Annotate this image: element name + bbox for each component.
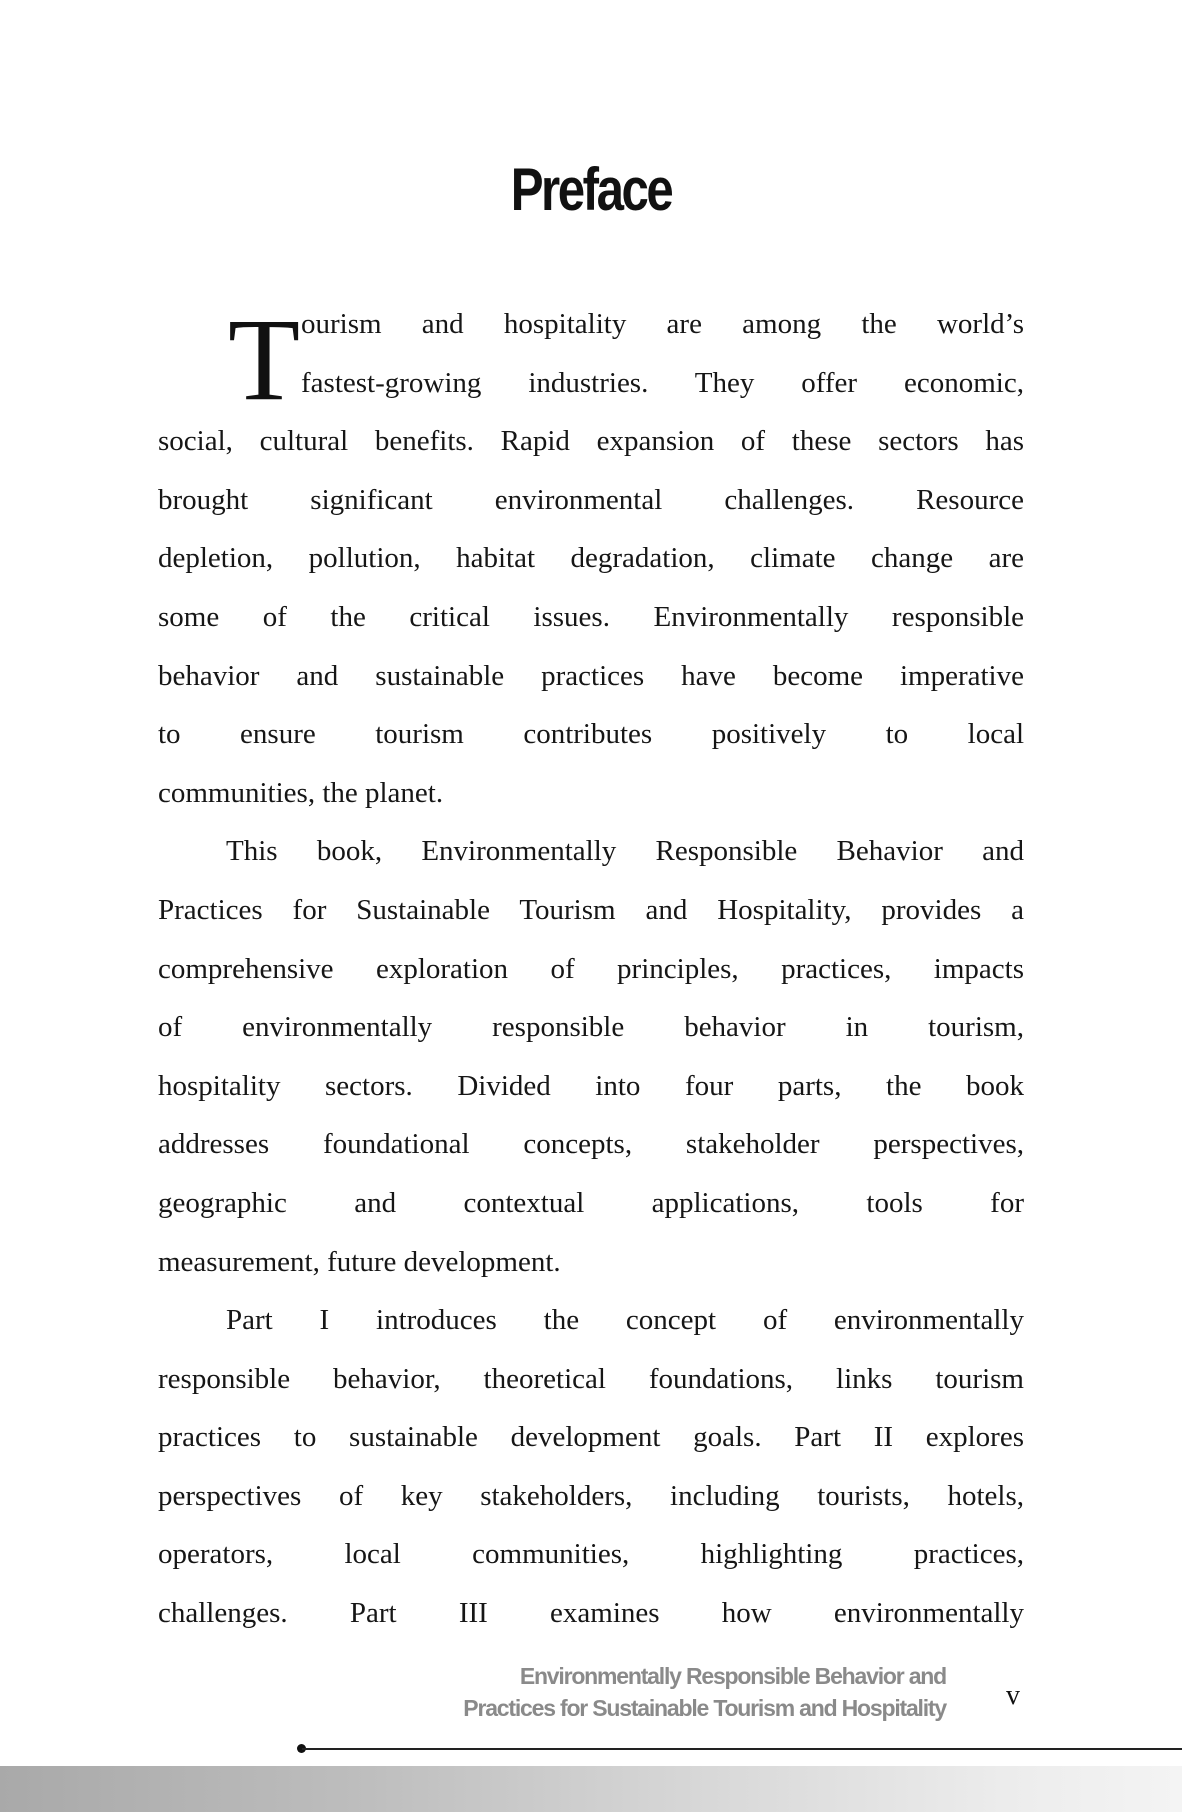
text-line: This book, Environmentally Responsible Behavior and — [226, 835, 1024, 868]
text-line: practices to sustainable development goals. Part II explores — [158, 1421, 1024, 1454]
running-title-line-2: Practices for Sustainable Tourism and Hospitality — [463, 1695, 946, 1721]
paragraph-3 — [158, 1291, 1024, 1643]
text-line: responsible behavior, theoretical foundations, links tourism — [158, 1362, 1024, 1395]
text-line: measurement, future development. — [158, 1245, 561, 1278]
text-line: Practices for Sustainable Tourism and Hospitality, provides a — [158, 893, 1024, 926]
text-line: perspectives of key stakeholders, including tourists, hotels, — [158, 1479, 1024, 1512]
bottom-gradient-band — [0, 1766, 1182, 1812]
text-line: of environmentally responsible behavior in tourism, — [158, 1011, 1024, 1044]
text-line: geographic and contextual applications, tools for — [158, 1186, 1024, 1219]
text-line: communities, the planet. — [158, 776, 444, 809]
text-line: some of the critical issues. Environmentally responsible — [158, 600, 1024, 633]
text-line: hospitality sectors. Divided into four parts, the book — [158, 1069, 1024, 1102]
page-title: Preface — [510, 156, 672, 223]
paragraph-2 — [158, 822, 1024, 1291]
text-line: Part I introduces the concept of environmentally — [226, 1304, 1024, 1337]
text-line: operators, local communities, highlighting practices, — [158, 1538, 1024, 1571]
text-line: depletion, pollution, habitat degradation, climate change are — [158, 542, 1024, 575]
text-line: fastest-growing industries. They offer economic, — [301, 366, 1024, 399]
footer-rule — [302, 1748, 1182, 1750]
text-line: brought significant environmental challenges. Resource — [158, 483, 1024, 516]
text-line: social, cultural benefits. Rapid expansion of these sectors has — [158, 425, 1024, 458]
paragraph-1 — [158, 295, 1024, 822]
text-line: challenges. Part III examines how environmentally — [158, 1597, 1024, 1630]
text-line: comprehensive exploration of principles, practices, impacts — [158, 952, 1024, 985]
text-line: ourism and hospitality are among the world’s — [301, 308, 1024, 340]
body-text — [158, 295, 1024, 1643]
running-title-line-1: Environmentally Responsible Behavior and — [519, 1663, 946, 1689]
text-line: to ensure tourism contributes positively to local — [158, 718, 1024, 751]
text-line: addresses foundational concepts, stakeholder perspectives, — [158, 1128, 1024, 1161]
running-footer-title — [463, 1660, 946, 1724]
text-line: behavior and sustainable practices have become imperative — [158, 659, 1024, 692]
page-number: v — [1006, 1680, 1020, 1711]
drop-cap: T — [228, 294, 301, 425]
